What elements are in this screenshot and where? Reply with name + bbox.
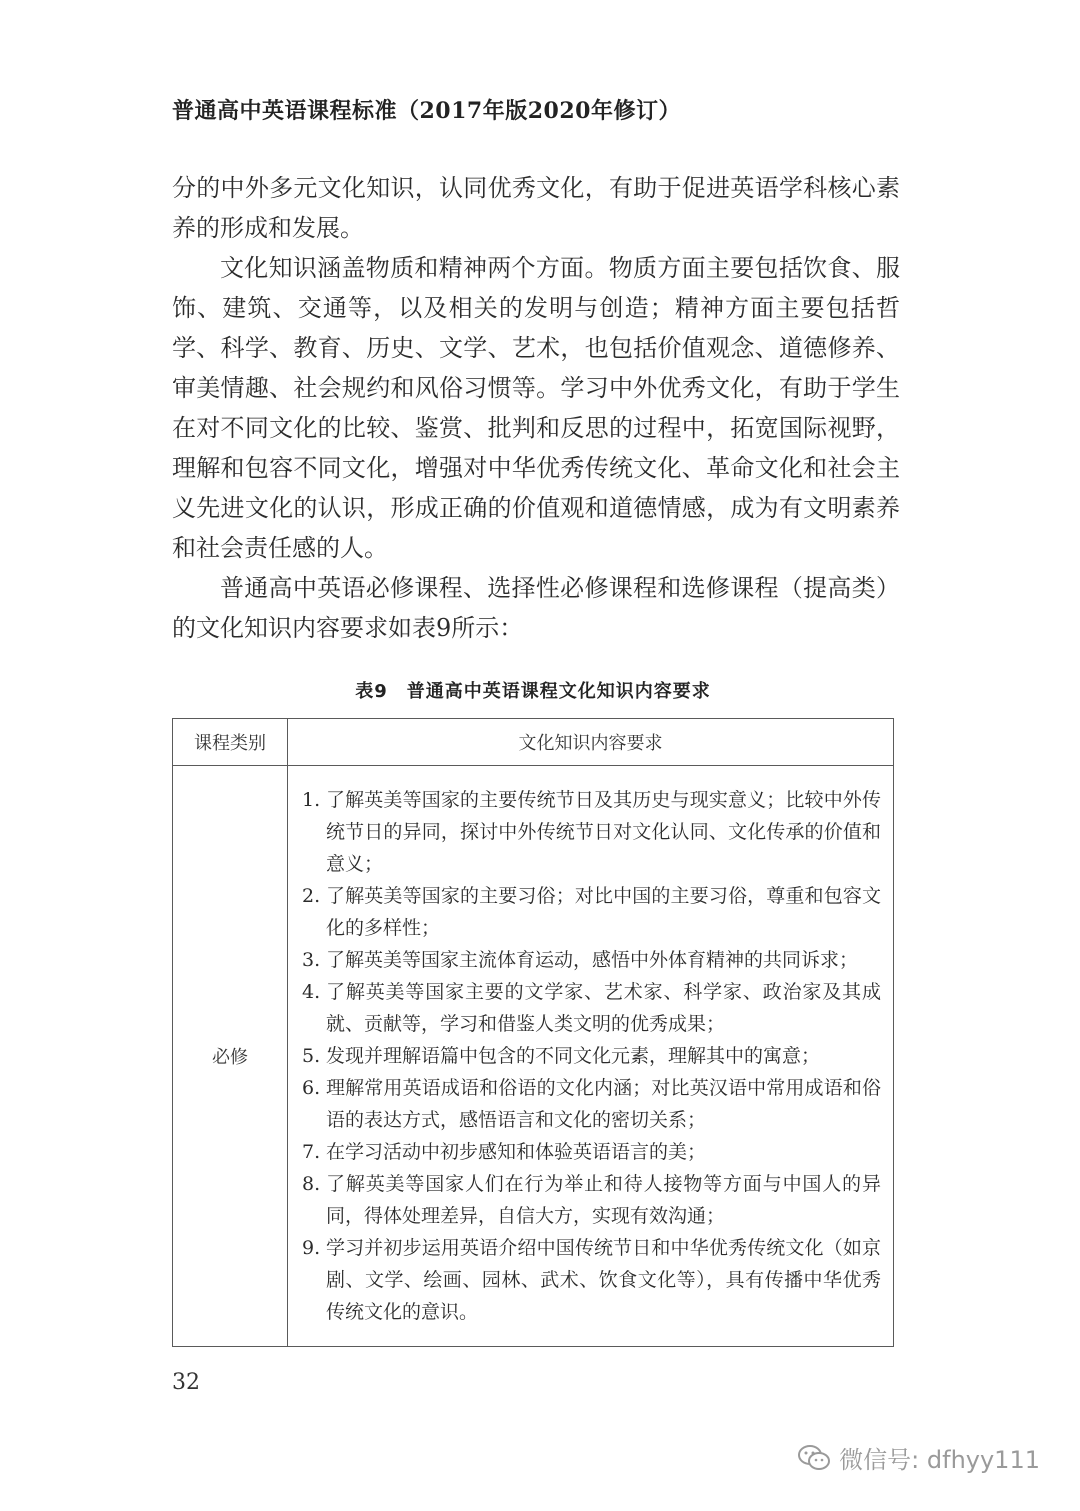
list-item-text: 了解英美等国家的主要习俗；对比中国的主要习俗，尊重和包容文化的多样性； [326, 885, 881, 939]
list-item [302, 880, 881, 944]
list-item [302, 1040, 881, 1072]
list-item [302, 784, 881, 880]
header-course-category: 课程类别 [173, 719, 288, 766]
list-item-number: 6. [302, 1077, 321, 1099]
paragraph: 分的中外多元文化知识，认同优秀文化，有助于促进英语学科核心素养的形成和发展。 [172, 174, 900, 242]
list-item [302, 1232, 881, 1328]
watermark [797, 1440, 1040, 1475]
paragraph: 文化知识涵盖物质和精神两个方面。物质方面主要包括饮食、服饰、建筑、交通等，以及相关的发明与创造；精神方面主要包括哲学、科学、教育、历史、文学、艺术，也包括价值观念、道德修养、审美情趣、社会规约和风俗习惯等。学习中外优秀文化，有助于学生在对不同文化的比较、鉴赏、批判和反思的过程中，拓宽国际视野，理解和包容不同文化，增强对中华优秀传统文化、革命文化和社会主义先进文化的认识，形成正确的价值观和道德情感，成为有文明素养和社会责任感的人。 [172, 254, 900, 562]
header-content-requirements: 文化知识内容要求 [288, 719, 894, 766]
table-row [173, 766, 894, 1347]
list-item [302, 944, 881, 976]
list-item-text: 学习并初步运用英语介绍中国传统节日和中华优秀传统文化（如京剧、文学、绘画、园林、武术、饮食文化等），具有传播中华优秀传统文化的意识。 [326, 1237, 881, 1323]
table-header-row [173, 719, 894, 766]
list-item-number: 3. [302, 949, 321, 971]
list-item-number: 5. [302, 1045, 321, 1067]
list-item-text: 了解英美等国家主要的文学家、艺术家、科学家、政治家及其成就、贡献等，学习和借鉴人类文明的优秀成果； [326, 981, 881, 1035]
paragraph: 普通高中英语必修课程、选择性必修课程和选修课程（提高类）的文化知识内容要求如表9所示： [172, 574, 900, 642]
list-item [302, 1072, 881, 1136]
watermark-text: 微信号: dfhyy111 [839, 1446, 1040, 1474]
running-header: 普通高中英语课程标准（2017年版2020年修订） [172, 98, 681, 124]
content-requirements-table [172, 718, 894, 1347]
content-cell [288, 766, 894, 1347]
list-item-number: 7. [302, 1141, 321, 1163]
requirements-list [302, 784, 881, 1328]
list-item-text: 了解英美等国家人们在行为举止和待人接物等方面与中国人的异同，得体处理差异，自信大方，实现有效沟通； [326, 1173, 881, 1227]
list-item-text: 在学习活动中初步感知和体验英语语言的美； [326, 1141, 707, 1163]
list-item-text: 发现并理解语篇中包含的不同文化元素，理解其中的寓意； [326, 1045, 821, 1067]
list-item-text: 理解常用英语成语和俗语的文化内涵；对比英汉语中常用成语和俗语的表达方式，感悟语言和文化的密切关系； [326, 1077, 881, 1131]
wechat-icon [797, 1444, 831, 1472]
list-item [302, 976, 881, 1040]
body-text [172, 168, 900, 648]
list-item-number: 2. [302, 885, 321, 907]
table-caption: 表9 普通高中英语课程文化知识内容要求 [355, 681, 711, 702]
category-cell: 必修 [173, 766, 288, 1347]
list-item-number: 8. [302, 1173, 321, 1195]
list-item [302, 1136, 881, 1168]
list-item-number: 4. [302, 981, 321, 1003]
list-item-number: 9. [302, 1237, 321, 1259]
list-item-text: 了解英美等国家主流体育运动，感悟中外体育精神的共同诉求； [326, 949, 859, 971]
page-number: 32 [172, 1370, 200, 1395]
list-item [302, 1168, 881, 1232]
list-item-number: 1. [302, 789, 321, 811]
list-item-text: 了解英美等国家的主要传统节日及其历史与现实意义；比较中外传统节日的异同，探讨中外传统节日对文化认同、文化传承的价值和意义； [326, 789, 881, 875]
